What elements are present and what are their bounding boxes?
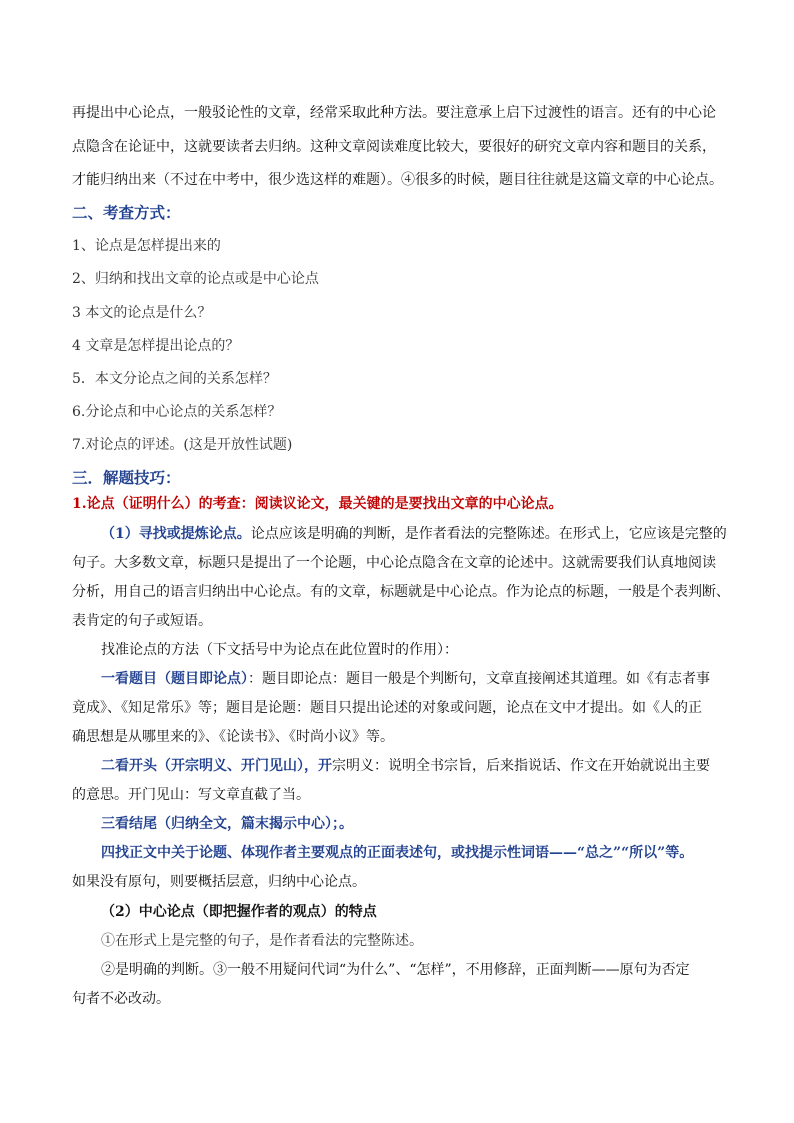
list-item: 7.对论点的评述。(这是开放性试题) — [72, 437, 293, 453]
method-label: 二看开头（开宗明义、开门见山），开 — [101, 758, 332, 774]
list-item: 2、归纳和找出文章的论点或是中心论点 — [72, 271, 319, 287]
method-label: 四找正文中关于论题、体现作者主要观点的正面表述句，或找提示性词语——“总之”“所以”等。 — [101, 845, 694, 861]
subsection-label: （2）中心论点（即把握作者的观点）的特点 — [101, 904, 377, 920]
method-label: 三看结尾（归纳全文，篇末揭示中心）；。 — [101, 816, 353, 832]
section-heading: 二、考查方式： — [72, 203, 181, 222]
list-item: 3 本文的论点是什么？ — [72, 305, 212, 321]
paragraph-line: 竟成》、《知足常乐》等；题目是论题：题目只提出论述的对象或问题，论点在文中才提出。如《人的正 — [72, 700, 702, 716]
feature-line: ①在形式上是完整的句子，是作者看法的完整陈述。 — [101, 933, 423, 949]
method-label: 一看题目（题目即论点） — [101, 671, 248, 687]
paragraph-line: 表肯定的句子或短语。 — [72, 613, 212, 629]
intro-line: 点隐含在论证中，这就要读者去归纳。这种文章阅读难度比较大，要很好的研究文章内容和题目的关系， — [72, 139, 716, 155]
paragraph-line: 分析，用自己的语言归纳出中心论点。有的文章，标题就是中心论点。作为论点的标题，一般是个表判断、 — [72, 584, 730, 600]
subsection-label: （1）寻找或提炼论点。 — [101, 526, 251, 542]
paragraph-text: ：题目即论点：题目一般是个判断句，文章直接阐述其道理。如《有志者事 — [248, 671, 710, 687]
list-item: 1、论点是怎样提出来的 — [72, 238, 221, 254]
paragraph-line: 确思想是从哪里来的》、《论读书》、《时尚小议》等。 — [72, 729, 394, 745]
list-item: 4 文章是怎样提出论点的？ — [72, 338, 240, 354]
point-heading: 1.论点（证明什么）的考查：阅读议论文，最关键的是要找出文章的中心论点。 — [72, 496, 563, 512]
feature-line: ②是明确的判断。③一般不用疑问代词“为什么”、“怎样”，不用修辞，正面判断——原句为否定 — [101, 962, 690, 978]
paragraph-text: 宗明义：说明全书宗旨，后来指说话、作文在开始就说出主要 — [332, 758, 710, 774]
paragraph-line — [101, 756, 710, 776]
feature-line: 句者不必改动。 — [72, 991, 170, 1007]
paragraph-line — [101, 669, 710, 689]
paragraph-line: 的意思。开门见山：写文章直截了当。 — [72, 787, 310, 803]
paragraph-line: 句子。大多数文章，标题只是提出了一个论题，中心论点隐含在文章的论述中。这就需要我们认真地阅读 — [72, 555, 716, 571]
intro-line: 才能归纳出来（不过在中考中，很少选这样的难题）。④很多的时候，题目往往就是这篇文章的中心论点。 — [72, 172, 723, 188]
intro-line: 再提出中心论点，一般驳论性的文章，经常采取此种方法。要注意承上启下过渡性的语言。还有的中心论 — [72, 105, 716, 121]
paragraph-line: 如果没有原句，则要概括层意，归纳中心论点。 — [72, 874, 366, 890]
paragraph-line — [101, 524, 727, 544]
section-heading: 三．解题技巧： — [72, 468, 181, 487]
paragraph-line: 找准论点的方法（下文括号中为论点在此位置时的作用）： — [101, 642, 458, 658]
list-item: 6.分论点和中心论点的关系怎样？ — [72, 404, 282, 420]
paragraph-text: 论点应该是明确的判断，是作者看法的完整陈述。在形式上，它应该是完整的 — [250, 526, 727, 542]
list-item: 5．本文分论点之间的关系怎样？ — [72, 371, 277, 387]
